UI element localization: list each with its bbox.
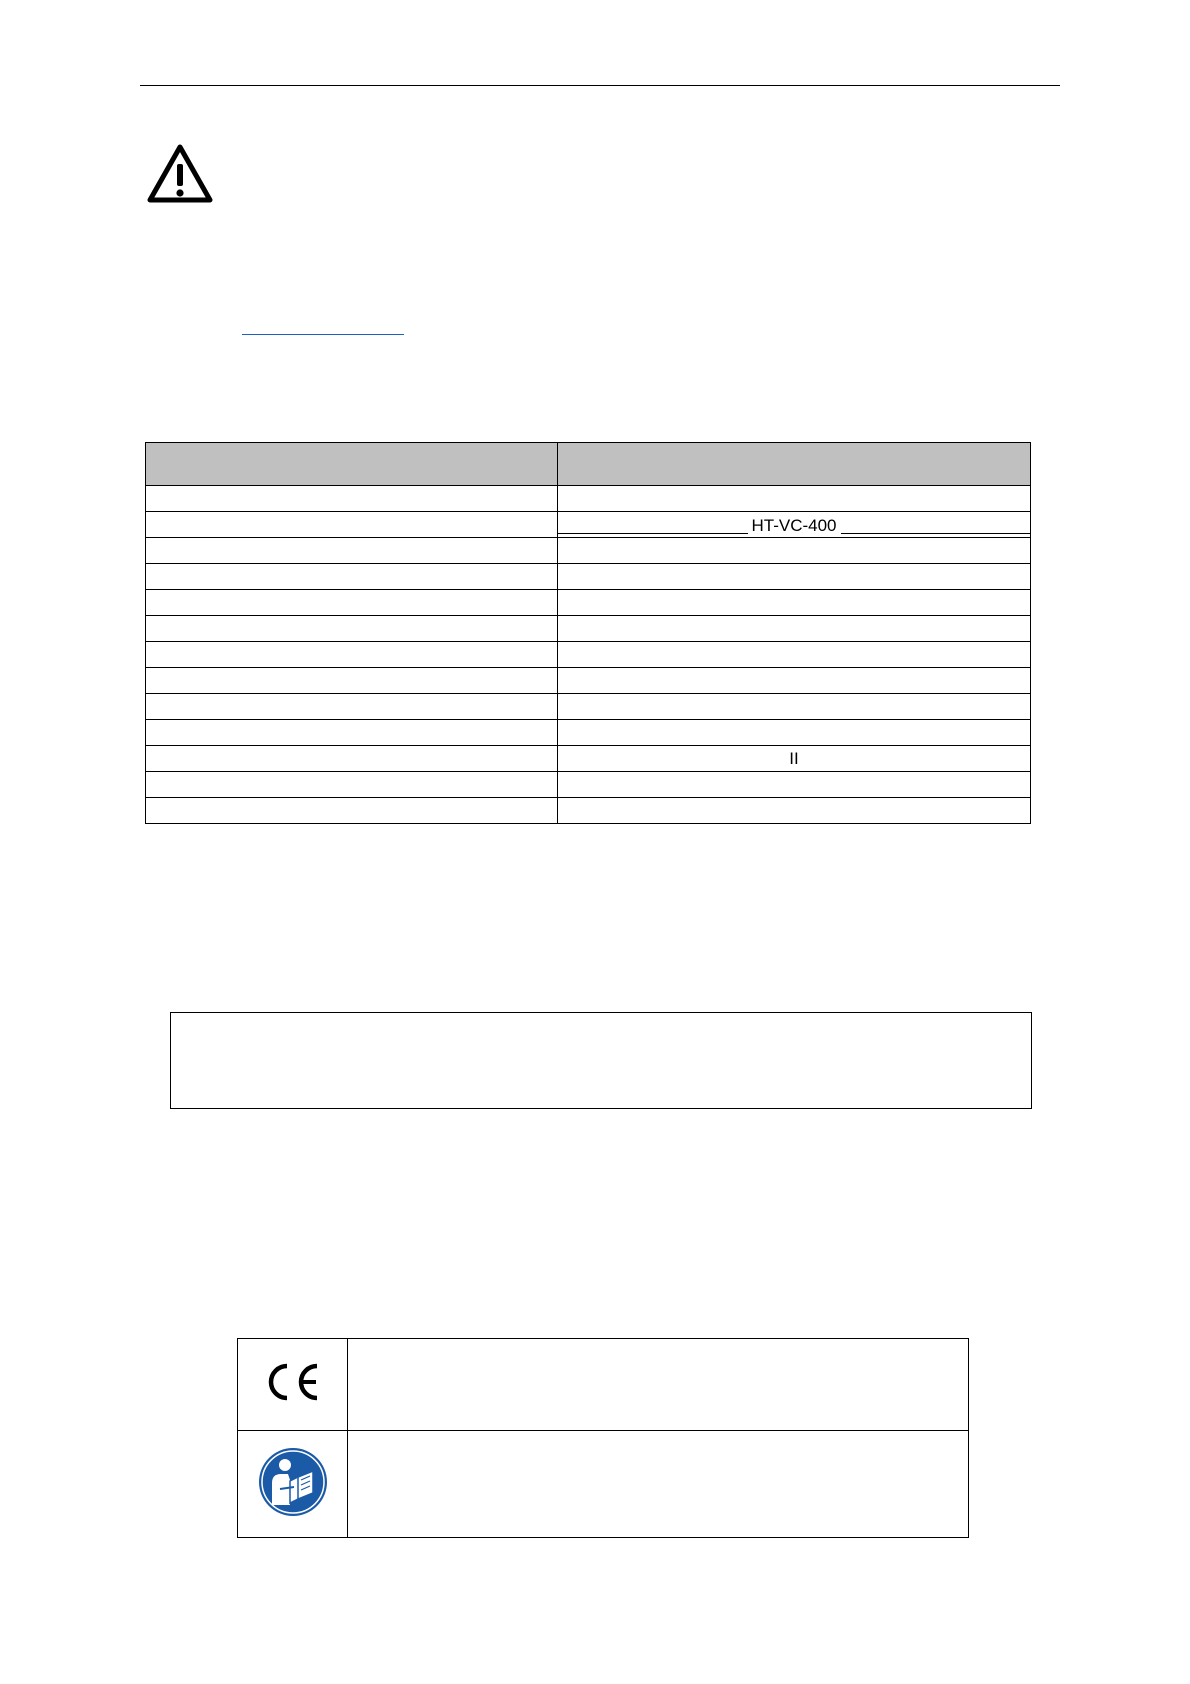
model-number: HT-VC-400 <box>751 515 837 535</box>
spec-value <box>558 772 1031 798</box>
spec-label <box>146 668 558 694</box>
symbol-description <box>348 1431 969 1538</box>
spec-label <box>146 772 558 798</box>
spec-label <box>146 616 558 642</box>
spec-label <box>146 720 558 746</box>
table-row <box>146 746 1031 772</box>
blank-underline <box>841 533 1030 534</box>
symbol-description <box>348 1339 969 1431</box>
spec-label <box>146 486 558 512</box>
spec-value <box>558 538 1031 564</box>
symbol-row-ce <box>238 1339 969 1431</box>
table-row <box>146 798 1031 824</box>
table-row <box>146 642 1031 668</box>
table-header-row <box>146 443 1031 486</box>
symbol-cell <box>238 1431 348 1538</box>
spec-value <box>558 590 1031 616</box>
spec-value <box>558 616 1031 642</box>
table-row <box>146 538 1031 564</box>
spec-label <box>146 564 558 590</box>
spec-label <box>146 538 558 564</box>
spec-value <box>558 642 1031 668</box>
spec-label <box>146 798 558 824</box>
symbol-row-manual <box>238 1431 969 1538</box>
table-row <box>146 772 1031 798</box>
table-row <box>146 590 1031 616</box>
spec-value <box>558 486 1031 512</box>
spec-value-model <box>558 512 1031 538</box>
note-box <box>170 1012 1032 1109</box>
spec-label <box>146 512 558 538</box>
spec-value <box>558 720 1031 746</box>
blank-underline <box>558 533 748 534</box>
hyperlink-underline[interactable] <box>242 334 404 335</box>
table-row <box>146 720 1031 746</box>
table-row <box>146 616 1031 642</box>
header-cell <box>146 443 558 486</box>
table-row <box>146 564 1031 590</box>
spec-label <box>146 642 558 668</box>
specification-table <box>145 442 1031 824</box>
read-manual-icon <box>258 1447 328 1517</box>
table-row <box>146 668 1031 694</box>
spec-label <box>146 694 558 720</box>
spec-value <box>558 798 1031 824</box>
table-row <box>146 486 1031 512</box>
spec-value-protection-class: II <box>558 746 1031 772</box>
spec-label <box>146 590 558 616</box>
spec-value <box>558 564 1031 590</box>
symbols-table <box>237 1338 969 1538</box>
header-rule <box>140 85 1060 86</box>
symbol-cell <box>238 1339 348 1431</box>
ce-mark-icon <box>263 1360 323 1404</box>
spec-label <box>146 746 558 772</box>
table-row <box>146 694 1031 720</box>
header-cell <box>558 443 1031 486</box>
table-row <box>146 512 1031 538</box>
spec-value <box>558 694 1031 720</box>
spec-value <box>558 668 1031 694</box>
warning-triangle-icon <box>147 143 213 203</box>
